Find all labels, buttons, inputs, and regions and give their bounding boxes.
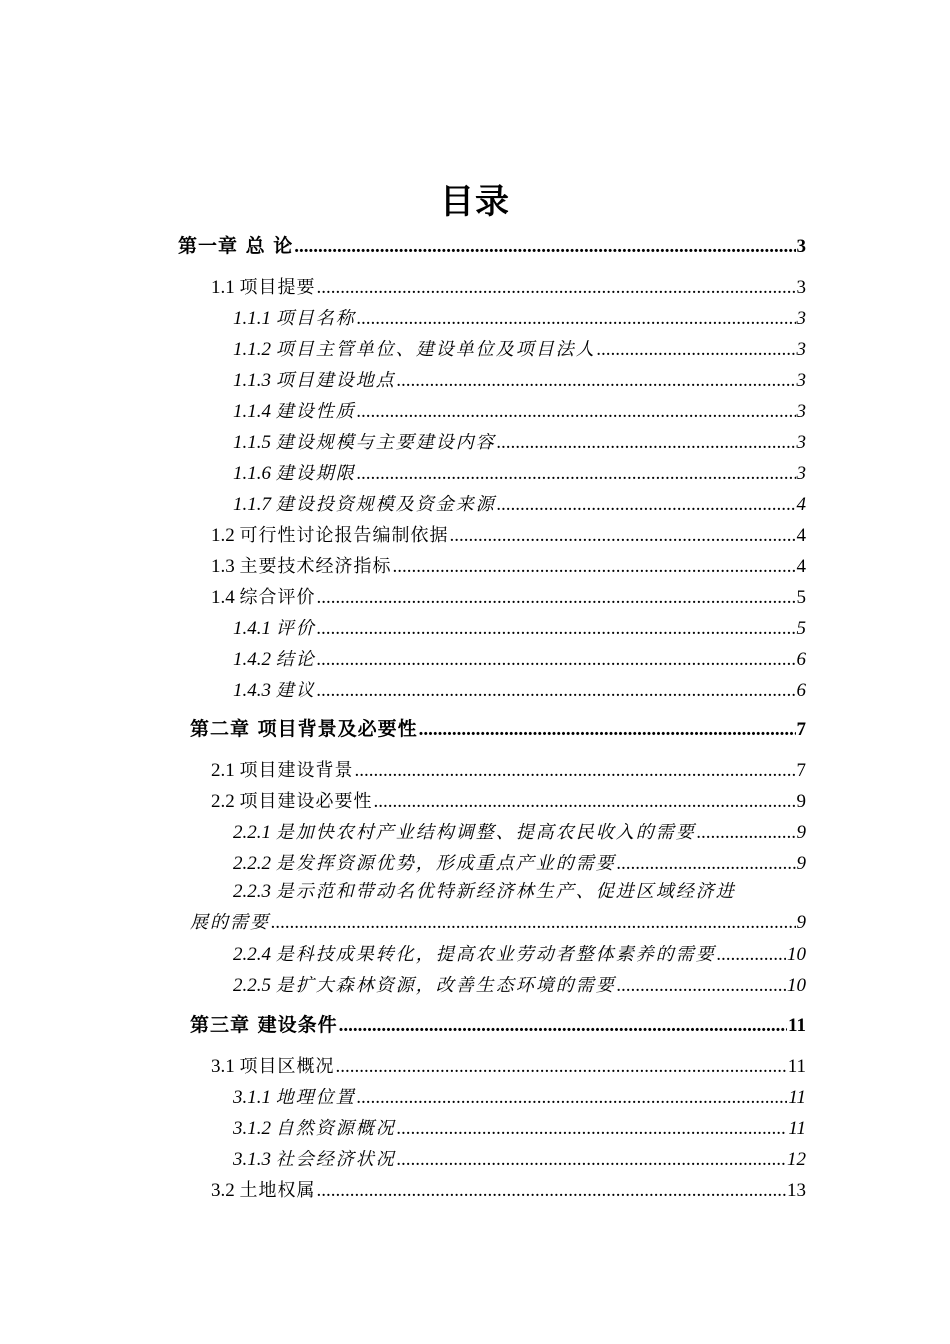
toc-entry-label: 是科技成果转化，提高农业劳动者整体素养的需要 (275, 944, 716, 965)
toc-entry-chapter-2[interactable] (190, 714, 806, 745)
toc-entry-number: 1.1.1 (233, 308, 271, 329)
toc-entry-2-2-4[interactable] (233, 939, 806, 970)
toc-entry-3-2[interactable] (211, 1175, 806, 1206)
dot-leader (317, 1175, 787, 1206)
toc-entry-number: 1.1 (211, 277, 235, 298)
toc-entry-page: 3 (796, 370, 806, 391)
toc-entry-page: 3 (796, 432, 806, 453)
dot-leader (497, 427, 796, 458)
toc-entry-page: 7 (796, 760, 806, 781)
toc-entry-label: 是加快农村产业结构调整、提高农民收入的需要 (275, 822, 696, 843)
toc-entry-page: 12 (787, 1149, 806, 1170)
toc-entry-2-2-2[interactable] (233, 848, 806, 879)
toc-entry-1-1-6[interactable] (233, 458, 806, 489)
toc-entry-page: 5 (796, 618, 806, 639)
toc-entry-1-4[interactable] (211, 582, 806, 613)
dot-leader (317, 613, 796, 644)
toc-entry-chapter-1[interactable] (178, 231, 806, 262)
dot-leader (294, 231, 795, 262)
toc-entry-number: 1.1.5 (233, 432, 271, 453)
dot-leader (497, 489, 796, 520)
dot-leader (336, 1051, 787, 1082)
dot-leader (397, 365, 796, 396)
toc-entry-number: 2.2.2 (233, 853, 271, 874)
toc-entry-label: 是扩大森林资源，改善生态环境的需要 (275, 975, 616, 996)
dot-leader (317, 644, 796, 675)
toc-entry-page: 4 (796, 556, 806, 577)
toc-entry-2-2-3-line1[interactable] (233, 876, 806, 907)
dot-leader (357, 1082, 788, 1113)
toc-entry-page: 9 (796, 822, 806, 843)
toc-entry-label: 社会经济状况 (275, 1149, 396, 1170)
toc-entry-label-continued: 展的需要 (190, 912, 270, 933)
toc-entry-number: 3.1.2 (233, 1118, 271, 1139)
toc-entry-page: 3 (796, 236, 806, 257)
toc-entry-1-3[interactable] (211, 551, 806, 582)
toc-entry-number: 1.4.3 (233, 680, 271, 701)
dot-leader (617, 970, 786, 1001)
toc-entry-2-2-5[interactable] (233, 970, 806, 1001)
toc-entry-page: 9 (796, 853, 806, 874)
toc-entry-number: 2.2 (211, 791, 235, 812)
dot-leader (317, 272, 796, 303)
toc-entry-page: 3 (796, 463, 806, 484)
toc-entry-1-4-3[interactable] (233, 675, 806, 706)
toc-entry-label: 建设期限 (275, 463, 356, 484)
toc-entry-number: 第二章 (190, 718, 251, 740)
toc-entry-page: 13 (787, 1180, 806, 1201)
toc-entry-1-1-4[interactable] (233, 396, 806, 427)
dot-leader (271, 907, 796, 938)
dot-leader (717, 939, 786, 970)
toc-entry-number: 第三章 (190, 1014, 251, 1036)
toc-entry-2-2[interactable] (211, 786, 806, 817)
toc-entry-number: 2.2.4 (233, 944, 271, 965)
toc-entry-number: 3.1.3 (233, 1149, 271, 1170)
toc-entry-1-4-2[interactable] (233, 644, 806, 675)
toc-entry-label: 项目提要 (239, 277, 316, 298)
toc-entry-3-1[interactable] (211, 1051, 806, 1082)
dot-leader (357, 458, 796, 489)
toc-entry-label: 主要技术经济指标 (239, 556, 392, 577)
toc-entry-3-1-1[interactable] (233, 1082, 806, 1113)
toc-entry-number: 1.1.4 (233, 401, 271, 422)
toc-title: 目录 (440, 182, 510, 222)
toc-entry-label: 项目建设必要性 (239, 791, 373, 812)
dot-leader (317, 582, 796, 613)
toc-entry-chapter-3[interactable] (190, 1010, 806, 1041)
toc-entry-number: 2.2.3 (233, 881, 271, 902)
toc-entry-number: 3.1 (211, 1056, 235, 1077)
dot-leader (317, 675, 796, 706)
toc-entry-label: 项目区概况 (239, 1056, 335, 1077)
dot-leader (697, 817, 796, 848)
toc-entry-number: 1.2 (211, 525, 235, 546)
toc-entry-2-2-1[interactable] (233, 817, 806, 848)
toc-entry-2-1[interactable] (211, 755, 806, 786)
toc-entry-1-1-2[interactable] (233, 334, 806, 365)
dot-leader (617, 848, 796, 879)
toc-entry-label: 是示范和带动名优特新经济林生产、促进区域经济进 (275, 881, 736, 902)
toc-entry-1-1[interactable] (211, 272, 806, 303)
dot-leader (355, 755, 796, 786)
toc-entry-number: 1.1.2 (233, 339, 271, 360)
toc-entry-number: 1.4.1 (233, 618, 271, 639)
toc-entry-page: 11 (787, 1056, 806, 1077)
toc-entry-label: 综合评价 (239, 587, 316, 608)
dot-leader (597, 334, 796, 365)
toc-entry-page: 11 (788, 1087, 806, 1108)
toc-entry-2-2-3-line2[interactable] (190, 907, 806, 938)
toc-entry-number: 3.2 (211, 1180, 235, 1201)
toc-entry-label: 项目背景及必要性 (257, 718, 418, 740)
toc-entry-1-1-1[interactable] (233, 303, 806, 334)
toc-entry-page: 6 (796, 680, 806, 701)
dot-leader (397, 1113, 788, 1144)
toc-entry-label: 建设投资规模及资金来源 (275, 494, 496, 515)
toc-entry-number: 2.1 (211, 760, 235, 781)
toc-entry-page: 3 (796, 339, 806, 360)
dot-leader (357, 303, 796, 334)
toc-entry-label: 项目建设背景 (239, 760, 354, 781)
toc-entry-page: 10 (787, 975, 806, 996)
toc-entry-label: 建议 (275, 680, 316, 701)
dot-leader (339, 1010, 787, 1041)
toc-entry-page: 4 (796, 525, 806, 546)
toc-entry-page: 10 (787, 944, 806, 965)
toc-entry-label: 项目主管单位、建设单位及项目法人 (275, 339, 596, 360)
toc-entry-label: 建设规模与主要建设内容 (275, 432, 496, 453)
toc-entry-page: 3 (796, 401, 806, 422)
toc-entry-page: 4 (796, 494, 806, 515)
dot-leader (419, 714, 796, 745)
toc-entry-number: 1.1.6 (233, 463, 271, 484)
toc-entry-1-2[interactable] (211, 520, 806, 551)
toc-entry-3-1-3[interactable] (233, 1144, 806, 1175)
toc-entry-number: 2.2.1 (233, 822, 271, 843)
toc-entry-1-1-3[interactable] (233, 365, 806, 396)
toc-entry-page: 9 (796, 791, 806, 812)
toc-entry-page: 3 (796, 277, 806, 298)
dot-leader (357, 396, 796, 427)
dot-leader (450, 520, 796, 551)
toc-entry-number: 1.4.2 (233, 649, 271, 670)
toc-entry-page: 5 (796, 587, 806, 608)
toc-entry-label: 土地权属 (239, 1180, 316, 1201)
toc-entry-label: 结论 (275, 649, 316, 670)
toc-entry-label: 地理位置 (275, 1087, 356, 1108)
toc-entry-page: 7 (796, 719, 806, 740)
toc-entry-label: 建设性质 (275, 401, 356, 422)
toc-entry-label: 第一章 总 论 (178, 235, 294, 257)
toc-entry-number: 1.1.7 (233, 494, 271, 515)
dot-leader (374, 786, 796, 817)
dot-leader (393, 551, 796, 582)
toc-entry-3-1-2[interactable] (233, 1113, 806, 1144)
toc-entry-number: 1.4 (211, 587, 235, 608)
toc-entry-page: 3 (796, 308, 806, 329)
dot-leader (397, 1144, 786, 1175)
toc-entry-1-4-1[interactable] (233, 613, 806, 644)
toc-entry-page: 11 (788, 1118, 806, 1139)
toc-entry-number: 1.3 (211, 556, 235, 577)
toc-entry-number: 3.1.1 (233, 1087, 271, 1108)
toc-entry-number: 2.2.5 (233, 975, 271, 996)
toc-entry-label: 可行性讨论报告编制依据 (239, 525, 449, 546)
toc-entry-page: 6 (796, 649, 806, 670)
toc-entry-label: 项目建设地点 (275, 370, 396, 391)
toc-entry-label: 评价 (275, 618, 316, 639)
toc-entry-page: 11 (788, 1015, 806, 1036)
toc-entry-label: 项目名称 (275, 308, 356, 329)
toc-entry-label: 自然资源概况 (275, 1118, 396, 1139)
toc-entry-label: 建设条件 (257, 1014, 338, 1036)
toc-entry-page: 9 (796, 912, 806, 933)
toc-entry-1-1-7[interactable] (233, 489, 806, 520)
toc-entry-label: 是发挥资源优势，形成重点产业的需要 (275, 853, 616, 874)
toc-entry-number: 1.1.3 (233, 370, 271, 391)
toc-entry-1-1-5[interactable] (233, 427, 806, 458)
